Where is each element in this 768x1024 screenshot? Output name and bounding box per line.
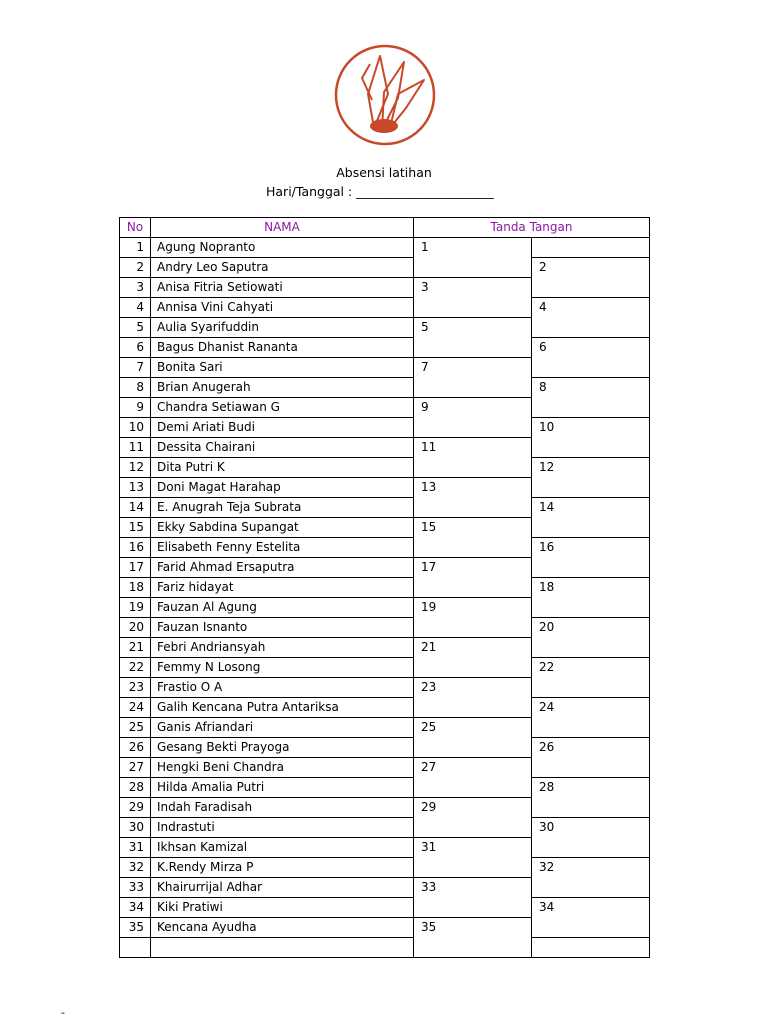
row-number: 33: [120, 878, 151, 898]
signature-cell-right[interactable]: [532, 938, 650, 958]
row-number: 34: [120, 898, 151, 918]
member-name: Fauzan Al Agung: [151, 598, 414, 618]
signature-cell-left[interactable]: 33: [414, 878, 532, 918]
row-number: 4: [120, 298, 151, 318]
signature-cell-left[interactable]: 29: [414, 798, 532, 838]
member-name: Frastio O A: [151, 678, 414, 698]
signature-cell-left[interactable]: 9: [414, 398, 532, 438]
row-number: 9: [120, 398, 151, 418]
signature-cell-left[interactable]: 23: [414, 678, 532, 718]
member-name: Kencana Ayudha: [151, 918, 414, 938]
signature-cell-left[interactable]: 3: [414, 278, 532, 318]
signature-cell-left[interactable]: 27: [414, 758, 532, 798]
member-name: Hengki Beni Chandra: [151, 758, 414, 778]
row-number: 17: [120, 558, 151, 578]
header-no: No: [120, 218, 151, 238]
table-row: [120, 298, 650, 318]
signature-cell-right[interactable]: 10: [532, 418, 650, 458]
member-name: Annisa Vini Cahyati: [151, 298, 414, 318]
signature-cell-right[interactable]: 14: [532, 498, 650, 538]
member-name: Bonita Sari: [151, 358, 414, 378]
signature-cell-left[interactable]: 11: [414, 438, 532, 478]
row-number: 21: [120, 638, 151, 658]
member-name: Ganis Afriandari: [151, 718, 414, 738]
table-row: [120, 458, 650, 478]
row-number: 18: [120, 578, 151, 598]
row-number: 28: [120, 778, 151, 798]
row-number: 13: [120, 478, 151, 498]
row-number: 30: [120, 818, 151, 838]
signature-cell-right[interactable]: 4: [532, 298, 650, 338]
row-number: 15: [120, 518, 151, 538]
signature-cell-left[interactable]: 31: [414, 838, 532, 878]
table-row: [120, 238, 650, 258]
member-name: Bagus Dhanist Rananta: [151, 338, 414, 358]
member-name: Farid Ahmad Ersaputra: [151, 558, 414, 578]
member-name: Hilda Amalia Putri: [151, 778, 414, 798]
row-number: 26: [120, 738, 151, 758]
member-name: Dita Putri K: [151, 458, 414, 478]
row-number: 32: [120, 858, 151, 878]
signature-cell-left[interactable]: 21: [414, 638, 532, 678]
row-number: 10: [120, 418, 151, 438]
table-row: [120, 378, 650, 398]
member-name: Chandra Setiawan G: [151, 398, 414, 418]
member-name: Brian Anugerah: [151, 378, 414, 398]
row-number: 25: [120, 718, 151, 738]
signature-cell-right[interactable]: 20: [532, 618, 650, 658]
member-name: Femmy N Losong: [151, 658, 414, 678]
page-title: Absensi latihan: [336, 165, 432, 180]
member-name: Anisa Fitria Setiowati: [151, 278, 414, 298]
signature-cell-left[interactable]: 35: [414, 918, 532, 958]
table-row: [120, 258, 650, 278]
signature-cell-right[interactable]: 6: [532, 338, 650, 378]
row-number: 14: [120, 498, 151, 518]
member-name: Indah Faradisah: [151, 798, 414, 818]
signature-cell-left[interactable]: 13: [414, 478, 532, 518]
row-number: 5: [120, 318, 151, 338]
row-number: 8: [120, 378, 151, 398]
row-number: 7: [120, 358, 151, 378]
attendance-table: [119, 217, 650, 958]
row-number: 12: [120, 458, 151, 478]
signature-cell-right[interactable]: 18: [532, 578, 650, 618]
table-row: [120, 778, 650, 798]
signature-cell-left[interactable]: 1: [414, 238, 532, 278]
table-row: [120, 938, 650, 958]
row-number: 27: [120, 758, 151, 778]
table-row: [120, 738, 650, 758]
member-name: Gesang Bekti Prayoga: [151, 738, 414, 758]
table-row: [120, 618, 650, 638]
table-header-row: [120, 218, 650, 238]
signature-cell-right: [532, 238, 650, 258]
row-number: 2: [120, 258, 151, 278]
date-field-label: Hari/Tanggal : ______________________: [266, 184, 494, 199]
member-name: Andry Leo Saputra: [151, 258, 414, 278]
row-number: 1: [120, 238, 151, 258]
row-number: 16: [120, 538, 151, 558]
header-name: NAMA: [151, 218, 414, 238]
signature-cell-left[interactable]: 19: [414, 598, 532, 638]
member-name: Galih Kencana Putra Antariksa: [151, 698, 414, 718]
table-row: [120, 818, 650, 838]
member-name: Febri Andriansyah: [151, 638, 414, 658]
signature-cell-right[interactable]: 16: [532, 538, 650, 578]
member-name: K.Rendy Mirza P: [151, 858, 414, 878]
member-name: Fauzan Isnanto: [151, 618, 414, 638]
footer-mark: -: [61, 1006, 65, 1019]
row-number: 31: [120, 838, 151, 858]
table-row: [120, 418, 650, 438]
member-name: Indrastuti: [151, 818, 414, 838]
member-name: Dessita Chairani: [151, 438, 414, 458]
member-name: E. Anugrah Teja Subrata: [151, 498, 414, 518]
header-signature: Tanda Tangan: [414, 218, 650, 238]
signature-cell-left[interactable]: 17: [414, 558, 532, 598]
row-number: 11: [120, 438, 151, 458]
member-name: Fariz hidayat: [151, 578, 414, 598]
member-name: [151, 938, 414, 958]
signature-cell-left[interactable]: 15: [414, 518, 532, 558]
signature-cell-right[interactable]: 22: [532, 658, 650, 698]
row-number: 6: [120, 338, 151, 358]
row-number: 22: [120, 658, 151, 678]
signature-cell-right[interactable]: 34: [532, 898, 650, 938]
member-name: Kiki Pratiwi: [151, 898, 414, 918]
row-number: 35: [120, 918, 151, 938]
signature-cell-right[interactable]: 26: [532, 738, 650, 778]
member-name: Elisabeth Fenny Estelita: [151, 538, 414, 558]
signature-cell-right[interactable]: 8: [532, 378, 650, 418]
row-number: 20: [120, 618, 151, 638]
signature-cell-right[interactable]: 28: [532, 778, 650, 818]
row-number: 24: [120, 698, 151, 718]
member-name: Demi Ariati Budi: [151, 418, 414, 438]
row-number: 3: [120, 278, 151, 298]
signature-cell-right[interactable]: 24: [532, 698, 650, 738]
member-name: Ekky Sabdina Supangat: [151, 518, 414, 538]
table-row: [120, 658, 650, 678]
member-name: Aulia Syarifuddin: [151, 318, 414, 338]
row-number: [120, 938, 151, 958]
row-number: 29: [120, 798, 151, 818]
table-row: [120, 498, 650, 518]
table-row: [120, 698, 650, 718]
member-name: Doni Magat Harahap: [151, 478, 414, 498]
row-number: 23: [120, 678, 151, 698]
table-row: [120, 858, 650, 878]
table-row: [120, 898, 650, 918]
member-name: Ikhsan Kamizal: [151, 838, 414, 858]
member-name: Khairurrijal Adhar: [151, 878, 414, 898]
signature-cell-left[interactable]: 5: [414, 318, 532, 358]
signature-cell-right[interactable]: 30: [532, 818, 650, 858]
signature-cell-right[interactable]: 32: [532, 858, 650, 898]
member-name: Agung Nopranto: [151, 238, 414, 258]
table-row: [120, 338, 650, 358]
shuttlecock-logo: [334, 44, 436, 146]
signature-cell-left[interactable]: 7: [414, 358, 532, 398]
signature-cell-right[interactable]: 12: [532, 458, 650, 498]
table-row: [120, 578, 650, 598]
signature-cell-left[interactable]: 25: [414, 718, 532, 758]
table-row: [120, 538, 650, 558]
row-number: 19: [120, 598, 151, 618]
signature-cell-right[interactable]: 2: [532, 258, 650, 298]
